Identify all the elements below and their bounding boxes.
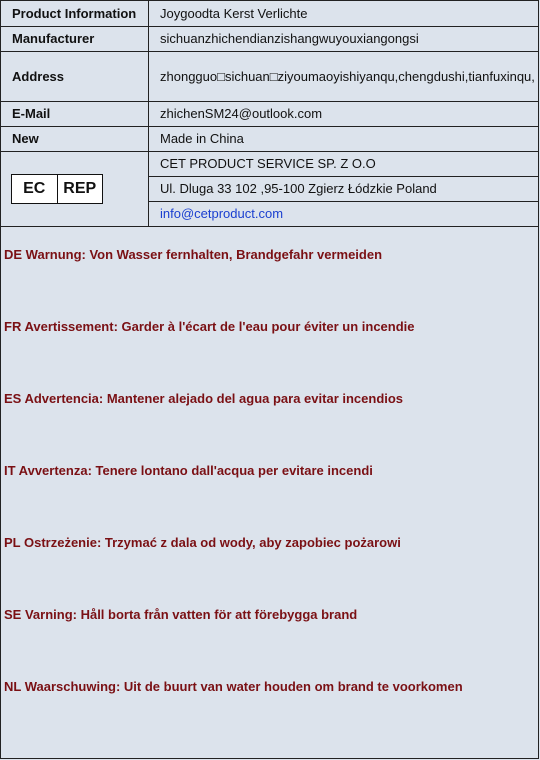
ec-rep-email-cell <box>149 201 539 226</box>
ec-rep-logo-rep: REP <box>63 179 97 197</box>
warning-pl: PL Ostrzeżenie: Trzymać z dala od wody, aby zapobiec pożarowi <box>4 534 401 550</box>
product-info-label: Product Information <box>1 1 149 26</box>
email-row <box>1 101 538 126</box>
manufacturer-label: Manufacturer <box>1 26 149 51</box>
product-info-row <box>1 1 538 26</box>
address-row <box>1 51 538 101</box>
warning-nl: NL Waarschuwing: Uit de buurt van water houden om brand te voorkomen <box>4 678 463 694</box>
warning-de: DE Warnung: Von Wasser fernhalten, Brandgefahr vermeiden <box>4 246 383 262</box>
new-label: New <box>1 126 149 151</box>
warning-fr: FR Avertissement: Garder à l'écart de l'eau pour éviter un incendie <box>4 318 415 334</box>
product-info-table <box>1 1 538 227</box>
manufacturer-row <box>1 26 538 51</box>
manufacturer-value: sichuanzhichendianzishangwuyouxiangongsi <box>149 26 539 51</box>
ec-rep-company-row <box>1 151 538 176</box>
email-label: E-Mail <box>1 101 149 126</box>
ec-rep-logo <box>11 174 103 204</box>
new-row <box>1 126 538 151</box>
email-value: zhichenSM24@outlook.com <box>149 101 539 126</box>
ec-rep-email-link[interactable]: info@cetproduct.com <box>160 206 284 221</box>
new-value: Made in China <box>149 126 539 151</box>
address-label: Address <box>1 51 149 101</box>
warning-it: IT Avvertenza: Tenere lontano dall'acqua per evitare incendi <box>4 462 373 478</box>
ec-rep-cell <box>1 151 149 226</box>
warning-se: SE Varning: Håll borta från vatten för att förebygga brand <box>4 606 358 622</box>
warning-es: ES Advertencia: Mantener alejado del agua para evitar incendios <box>4 390 404 406</box>
ec-rep-address: Ul. Dluga 33 102 ,95-100 Zgierz Łódzkie Poland <box>149 176 539 201</box>
address-value: zhongguo□sichuan□ziyoumaoyishiyanqu,chengdushi,tianfuxinqu, <box>149 51 539 101</box>
product-info-value: Joygoodta Kerst Verlichte <box>149 1 539 26</box>
ec-rep-company: CET PRODUCT SERVICE SP. Z O.O <box>149 151 539 176</box>
ec-rep-logo-ec: EC <box>12 175 58 203</box>
